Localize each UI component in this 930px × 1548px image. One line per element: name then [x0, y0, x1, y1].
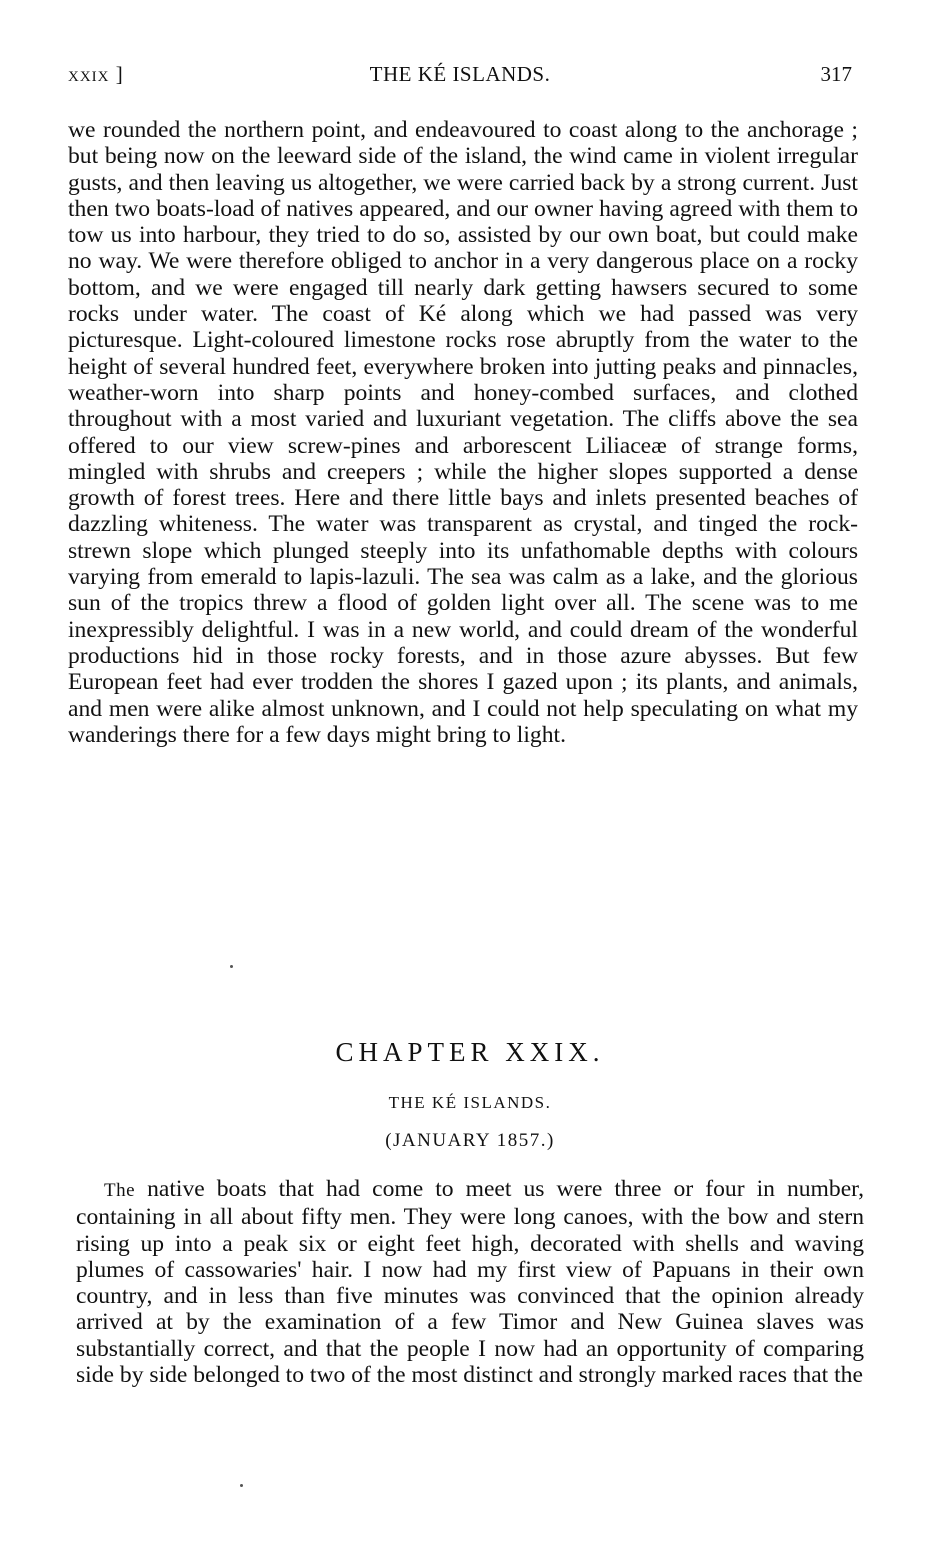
- running-head-title: THE KÉ ISLANDS.: [369, 62, 551, 86]
- chapter-date: (JANUARY 1857.): [385, 1130, 555, 1151]
- opening-paragraph-text: native boats that had come to meet us were three or four in number, containing in all about fifty men. They were long canoes, with the bow and stern rising up into a peak six or eight feet high, decorated with shells and waving plumes of cassowaries' hair. I now had my first view of Papuans in their own country, and in less than five minutes was convinced that the opinion already arrived at by the examination of a few Timor and New Guinea slaves was substantially correct, and that the people I now had an opportunity of comparing side by side belonged to two of the most distinct and strongly marked races that the: [76, 1176, 864, 1389]
- print-speck: [230, 965, 233, 968]
- opening-paragraph: [76, 1176, 864, 1388]
- running-head-chapter-ref: xxix ]: [68, 62, 124, 86]
- chapter-subtitle: THE KÉ ISLANDS.: [388, 1093, 552, 1112]
- page-number: 317: [820, 62, 852, 86]
- continuation-paragraph: we rounded the northern point, and endeavoured to coast along to the anchorage ; but being now on the leeward side of the island, the wind came in violent irregular gusts, and then leaving us altogether, we were carried back by a strong current. Just then two boats-load of natives appeared, and our owner having agreed with them to tow us into harbour, they tried to do so, assisted by our own boat, but could make no way. We were therefore obliged to anchor in a very dangerous place on a rocky bottom, and we were engaged till nearly dark getting hawsers secured to some rocks under water. The coast of Ké along which we had passed was very picturesque. Light-coloured limestone rocks rose abruptly from the water to the height of several hundred feet, everywhere broken into jutting peaks and pinnacles, weather-worn into sharp points and honey-combed surfaces, and clothed throughout with a most varied and luxuriant vegetation. The cliffs above the sea offered to our view screw-pines and arborescent Liliaceæ of strange forms, mingled with shrubs and creepers ; while the higher slopes supported a dense growth of forest trees. Here and there little bays and inlets presented beaches of dazzling whiteness. The water was transparent as crystal, and tinged the rock-strewn slope which plunged steeply into its unfathomable depths with colours varying from emerald to lapis-lazuli. The sea was calm as a lake, and the glorious sun of the tropics threw a flood of golden light over all. The scene was to me inexpressibly delightful. I was in a new world, and could dream of the wonderful productions hid in those rocky forests, and in those azure abysses. But few European feet had ever trodden the shores I gazed upon ; its plants, and animals, and men were alike almost unknown, and I could not help speculating on what my wanderings there for a few days might bring to light.: [68, 117, 858, 748]
- opening-lead-word: The: [104, 1180, 136, 1201]
- running-head: [68, 60, 852, 88]
- print-speck: [240, 1484, 243, 1487]
- chapter-title: CHAPTER XXIX.: [335, 1037, 605, 1067]
